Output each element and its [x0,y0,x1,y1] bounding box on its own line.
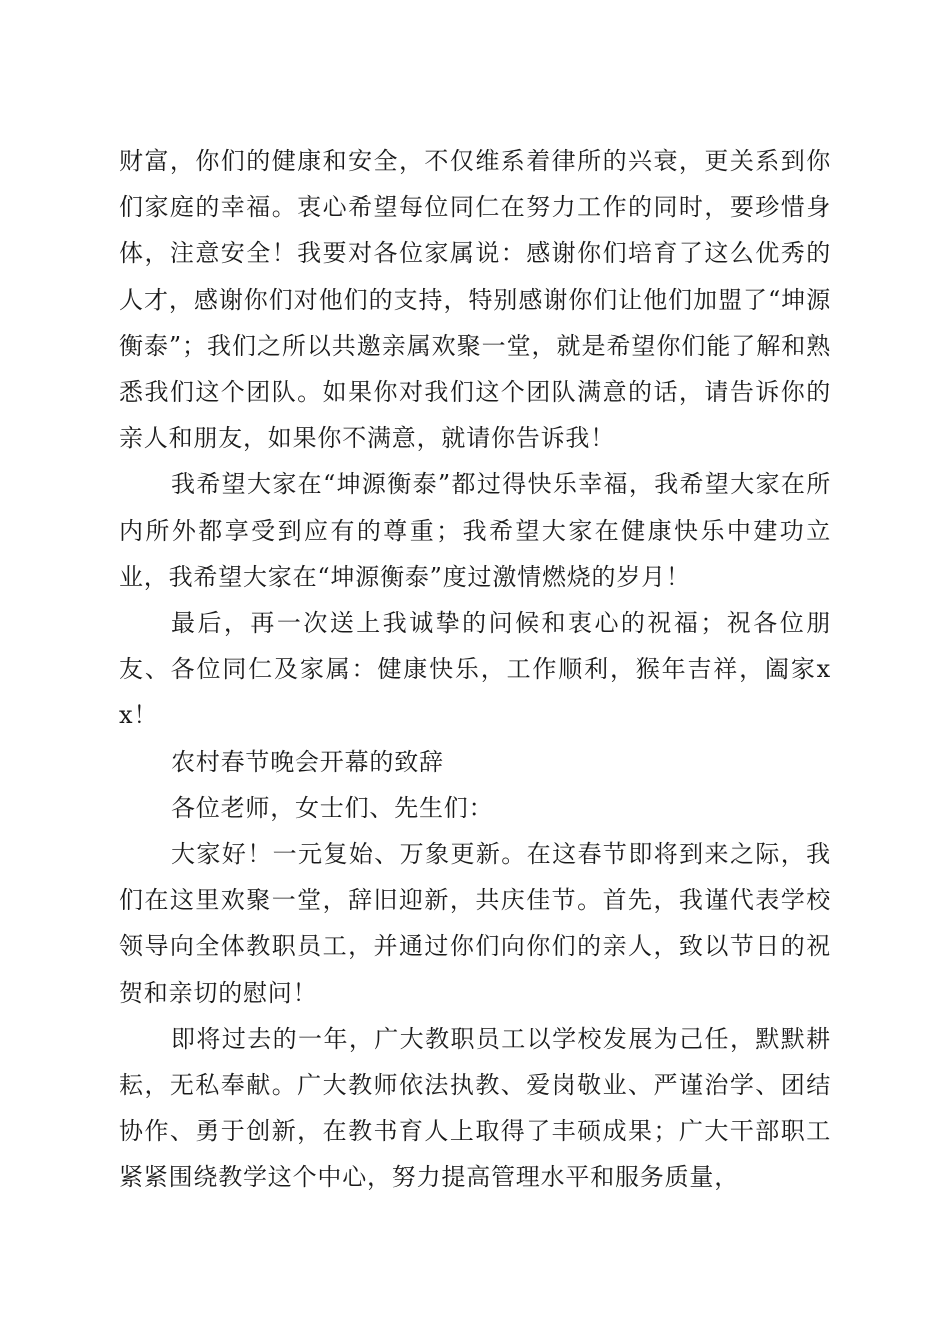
salutation: 各位老师，女士们、先生们： [171,793,494,822]
paragraph-7: 即将过去的一年，广大教职员工以学校发展为己任，默默耕耘，无私奉献。广大教师依法执教、爱岗敬业、严谨治学、团结协作、勇于创新，在教书育人上取得了丰硕成果；广大干部职工紧紧围绕教学这个中心，努力提高管理水平和服务质量， [119,1024,831,1192]
speech-title: 农村春节晚会开幕的致辞 [171,747,444,776]
document-body [119,138,831,1201]
paragraph-2: 我希望大家在“坤源衡泰”都过得快乐幸福，我希望大家在所内所外都享受到应有的尊重；我希望大家在健康快乐中建功立业，我希望大家在“坤源衡泰”度过激情燃烧的岁月！ [119,470,831,591]
paragraph-1: 财富，你们的健康和安全，不仅维系着律所的兴衰，更关系到你们家庭的幸福。衷心希望每位同仁在努力工作的同时，要珍惜身体，注意安全！我要对各位家属说：感谢你们培育了这么优秀的人才，感谢你们对他们的支持，特别感谢你们让他们加盟了“坤源衡泰”；我们之所以共邀亲属欢聚一堂，就是希望你们能了解和熟悉我们这个团队。如果你对我们这个团队满意的话，请告诉你的亲人和朋友，如果你不满意，就请你告诉我！ [119,147,831,453]
paragraph-3: 最后，再一次送上我诚挚的问候和衷心的祝福；祝各位朋友、各位同仁及家属：健康快乐，工作顺利，猴年吉祥，阖家xx！ [119,609,831,730]
paragraph-6: 大家好！一元复始、万象更新。在这春节即将到来之际，我们在这里欢聚一堂，辞旧迎新，共庆佳节。首先，我谨代表学校领导向全体教职员工，并通过你们向你们的亲人，致以节日的祝贺和亲切的慰问！ [119,840,831,1007]
